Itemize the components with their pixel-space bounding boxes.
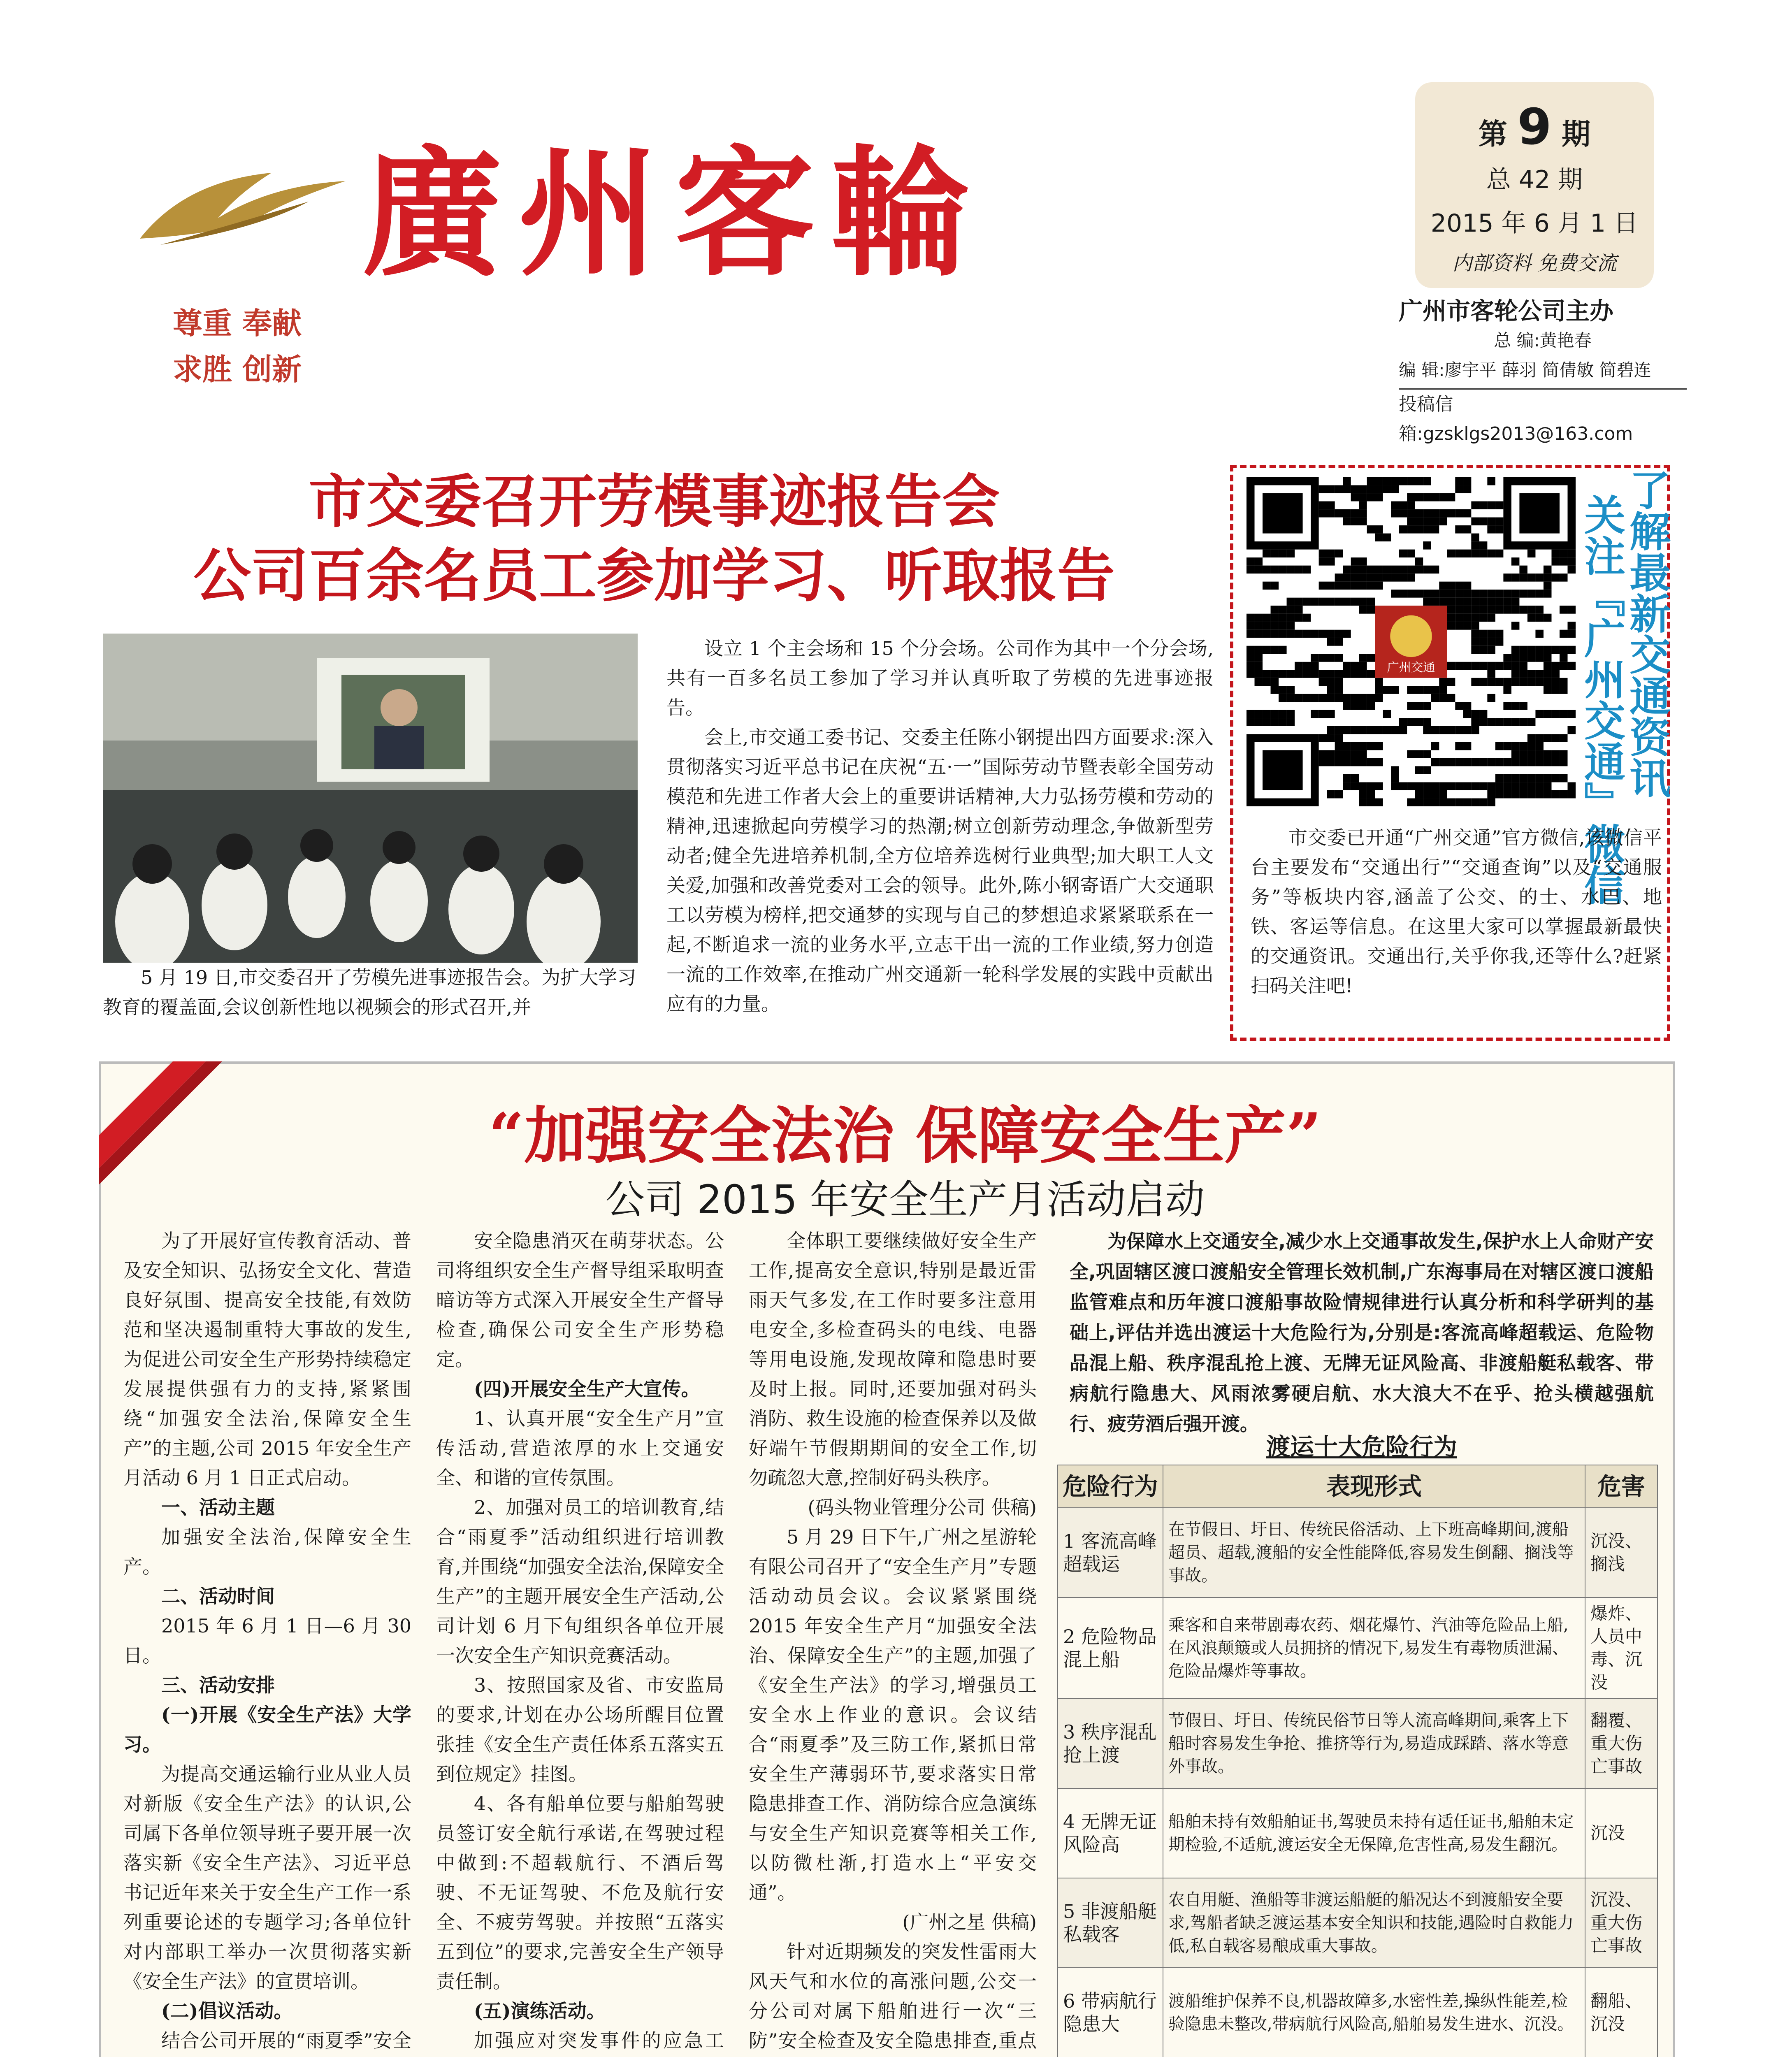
risk-name-cell: 2 危险物品混上船 [1058, 1597, 1163, 1699]
risk-harm-cell: 爆炸、人员中毒、沉没 [1585, 1597, 1657, 1699]
section-heading: 一、活动主题 [161, 1496, 275, 1518]
issue-box [1415, 82, 1654, 288]
table-row [1058, 1878, 1657, 1968]
photo-caption: 5 月 19 日,市交委召开了劳模先进事迹报告会。为扩大学习教育的覆盖面,会议创新性地以视频会的形式召开,并 [103, 966, 636, 1018]
headline-line: 市交委召开劳模事迹报告会 [308, 468, 1000, 536]
paragraph: 加强安全法治,保障安全生产。 [123, 1526, 411, 1578]
risk-intro: 为保障水上交通安全,减少水上交通事故发生,保护水上人命财产安全,巩固辖区渡口渡船安全管理长效机制,广东海事局在对辖区渡口渡船监管难点和历年渡口渡船事故险情规律进行认真分析和科学研判的基础上,评估并选出渡运十大危险行为,分别是:客流高峰超载运、危险物品混上船、秩序混乱抢上渡、无牌无证风险高、非渡船艇私载客、带病航行隐患大、风雨浓雾硬启航、水大浪大不在乎、抢头横越强航行、疲劳酒后强开渡。 [1070, 1230, 1654, 1435]
paragraph: 2015 年 6 月 1 日—6 月 30 日。 [123, 1615, 411, 1667]
paragraph: 全体职工要继续做好安全生产工作,提高安全意识,特别是最近雷雨天气多发,在工作时要多注意用电安全,多检查码头的电线、电器等用电设施,发现故障和隐患时要及时上报。同时,还要加强对码头消防、救生设施的检查保养以及做好端午节假期期间的安全工作,切勿疏忽大意,控制好码头秩序。 [749, 1230, 1037, 1489]
qr-description [1251, 823, 1662, 1001]
table-header: 表现形式 [1163, 1465, 1585, 1508]
risk-description-cell: 在节假日、圩日、传统民俗活动、上下班高峰期间,渡船超员、超载,渡船的安全性能降低,容易发生倒翻、搁浅等事故。 [1163, 1508, 1585, 1597]
risk-name-cell: 3 秩序混乱抢上渡 [1058, 1699, 1163, 1788]
issue-note: 内部资料 免费交流 [1452, 252, 1617, 275]
paragraph: 4、各有船单位要与船舶驾驶员签订安全航行承诺,在驾驶过程中做到:不超载航行、不酒后驾驶、不无证驾驶、不危及航行安全、不疲劳驾驶。并按照“五落实五到位”的要求,完善安全生产领导责任制。 [436, 1792, 724, 1992]
risk-harm-cell: 沉没、搁浅 [1585, 1508, 1657, 1597]
risk-harm-cell: 沉没、重大伤亡事故 [1585, 1878, 1657, 1968]
headline [99, 465, 1209, 613]
risk-name-cell: 6 带病航行隐患大 [1058, 1968, 1163, 2057]
section-subtitle: 公司 2015 年安全生产月活动启动 [605, 1177, 1205, 1223]
publisher-host: 广州市客轮公司主办 [1399, 297, 1614, 325]
table-title: 渡运十大危险行为 [1266, 1433, 1457, 1461]
section-heading: (一)开展《安全生产法》大学习。 [123, 1704, 411, 1755]
meeting-photo [103, 634, 638, 963]
article-column [749, 1226, 1037, 2057]
paragraph: 结合公司开展的“雨夏季”安全 [161, 2029, 411, 2052]
section-heading: (二)倡议活动。 [161, 2000, 293, 2022]
corner-ribbon [99, 1061, 222, 1185]
motto-line: 求胜 创新 [173, 352, 302, 387]
paragraph: 针对近期频发的突发性雷雨大风天气和水位的高涨问题,公交一分公司对属下船舶进行一次“三防”安全检查及安全隐患排查,重点 [749, 1941, 1037, 2052]
publisher-info [1399, 296, 1687, 449]
issue-date: 2015 年 6 月 1 日 [1430, 209, 1639, 238]
slogan-line: 关注『广州交通』微信 [1577, 494, 1625, 905]
risk-description-cell: 渡船维护保养不良,机器故障多,水密性差,操纵性能差,检验隐患未整改,带病航行风险高,船舶易发生进水、沉没。 [1163, 1968, 1585, 2057]
section-heading: (五)演练活动。 [474, 2000, 606, 2022]
table-row [1058, 1597, 1657, 1699]
company-logo [136, 156, 350, 255]
risk-description-cell: 乘客和自来带剧毒农药、烟花爆竹、汽油等危险品上船,在风浪颠簸或人员拥挤的情况下,易发生有毒物质泄漏、危险品爆炸等事故。 [1163, 1597, 1585, 1699]
paragraph: 加强应对突发事件的应急工 [474, 2029, 724, 2052]
section-heading: 二、活动时间 [161, 1585, 275, 1607]
slogan-line: 了解最新交通资讯 [1623, 469, 1671, 798]
section-heading: 三、活动安排 [161, 1674, 275, 1696]
issue-total: 总 42 期 [1486, 165, 1583, 194]
risk-name-cell: 4 无牌无证风险高 [1058, 1788, 1163, 1878]
paragraph: 设立 1 个主会场和 15 个分会场。公司作为其中一个分会场,共有一百多名员工参加了学习并认真听取了劳模的先进事迹报告。 [666, 637, 1214, 719]
article-column [123, 1226, 411, 2057]
risk-harm-cell: 沉没 [1585, 1788, 1657, 1878]
credit: (广州之星 供稿) [902, 1911, 1037, 1933]
risk-name-cell: 5 非渡船艇私载客 [1058, 1878, 1163, 1968]
paragraph: 会上,市交通工委书记、交委主任陈小钢提出四方面要求:深入贯彻落实习近平总书记在庆祝“五·一”国际劳动节暨表彰全国劳动模范和先进工作者大会上的重要讲话精神,大力弘扬劳模和劳动的精神,迅速掀起向劳模学习的热潮;树立创新劳动理念,争做新型劳动者;健全先进培养机制,全方位培养选树行业典型;加大职工人文关爱,加强和改善党委对工会的领导。此外,陈小钢寄语广大交通职工以劳模为榜样,把交通梦的实现与自己的梦想追求紧紧联系在一起,不断追求一流的业务水平,立志干出一流的工作业绩,努力创造一流的工作效率,在推动广州交通新一轮科学发展的实践中贡献出应有的力量。 [666, 726, 1214, 1015]
credit: (码头物业管理分公司 供稿) [808, 1496, 1037, 1518]
article-column [436, 1226, 724, 2057]
motto [173, 300, 302, 392]
risk-table [1057, 1465, 1658, 2057]
risk-name-cell: 1 客流高峰超载运 [1058, 1508, 1163, 1597]
risk-harm-cell: 翻覆、重大伤亡事故 [1585, 1699, 1657, 1788]
paragraph: 为提高交通运输行业从业人员对新版《安全生产法》的认识,公司属下各单位领导班子要开展一次落实新《安全生产法》、习近平总书记近年来关于安全生产工作一系列重要论述的专题学习;各单位针对内部职工举办一次贯彻落实新《安全生产法》的宣贯培训。 [123, 1763, 411, 1992]
paragraph: 2、加强对员工的培训教育,结合“雨夏季”活动组织进行培训教育,并围绕“加强安全法治,保障安全生产”的主题开展安全生产活动,公司计划 6 月下旬组织各单位开展一次安全生产知识竞赛活动。 [436, 1496, 724, 1667]
risk-description-cell: 船舶未持有效船舶证书,驾驶员未持有适任证书,船舶未定期检验,不适航,渡运安全无保障,危害性高,易发生翻沉。 [1163, 1788, 1585, 1878]
paragraph: 3、按照国家及省、市安监局的要求,计划在办公场所醒目位置张挂《安全生产责任体系五落实五到位规定》挂图。 [436, 1674, 724, 1785]
table-header: 危害 [1585, 1465, 1657, 1508]
submission-email[interactable]: 投稿信箱:gzsklgs2013@163.com [1399, 388, 1687, 449]
risk-harm-cell: 翻船、沉没 [1585, 1968, 1657, 2057]
table-row [1058, 1508, 1657, 1597]
paragraph: 5 月 29 日下午,广州之星游轮有限公司召开了“安全生产月”专题活动动员会议。会议紧紧围绕 2015 年安全生产月“加强安全法治、保障安全生产”的主题,加强了《安全生产法》的学习,增强员工安全水上作业的意识。会议结合“雨夏季”及三防工作,紧抓日常安全生产薄弱环节,要求落实日常隐患排查工作、消防综合应急演练与安全生产知识竞赛等相关工作,以防微杜渐,打造水上“平安交通”。 [749, 1526, 1037, 1904]
table-row [1058, 1699, 1657, 1788]
qr-logo-text: 广州交通 [1387, 660, 1435, 675]
risk-description-cell: 农自用艇、渔船等非渡运船艇的船况达不到渡船安全要求,驾船者缺乏渡运基本安全知识和技能,遇险时自救能力低,私自载客易酿成重大事故。 [1163, 1878, 1585, 1968]
qr-code[interactable] [1247, 477, 1576, 806]
headline-line: 公司百余名员工参加学习、听取报告 [193, 542, 1115, 610]
newspaper-title: 廣州客輪 [362, 132, 987, 296]
paragraph: 1、认真开展“安全生产月”宣传活动,营造浓厚的水上交通安全、和谐的宣传氛围。 [436, 1407, 724, 1489]
chief-editor: 总 编:黄艳春 [1494, 330, 1592, 351]
editors: 编 辑:廖宇平 薛羽 简倩敏 简碧连 [1399, 360, 1651, 380]
table-row [1058, 1788, 1657, 1878]
motto-line: 尊重 奉献 [173, 306, 302, 341]
section-title: “加强安全法治 保障安全生产” [488, 1100, 1322, 1172]
section-heading: (四)开展安全生产大宣传。 [474, 1378, 700, 1400]
paragraph: 安全隐患消灭在萌芽状态。公司将组织安全生产督导组采取明查暗访等方式深入开展安全生产督导检查,确保公司安全生产形势稳定。 [436, 1230, 724, 1370]
issue-number: 第 9 期 [1478, 99, 1591, 156]
story-body [666, 634, 1214, 1019]
paragraph: 为了开展好宣传教育活动、普及安全知识、弘扬安全文化、营造良好氛围、提高安全技能,有效防范和坚决遏制重特大事故的发生,为促进公司安全生产形势持续稳定发展提供强有力的支持,紧紧围绕“加强安全法治,保障安全生产”的主题,公司 2015 年安全生产月活动 6 月 1 日正式启动。 [123, 1230, 411, 1489]
paragraph: 市交委已开通“广州交通”官方微信,该微信平台主要发布“交通出行”“交通查询”以及“交通服务”等板块内容,涵盖了公交、的士、水巴、地铁、客运等信息。在这里大家可以掌握最新最快的交通资讯。交通出行,关乎你我,还等什么?赶紧扫码关注吧! [1251, 827, 1662, 997]
risk-description-cell: 节假日、圩日、传统民俗节日等人流高峰期间,乘客上下船时容易发生争抢、推挤等行为,易造成踩踏、落水等意外事故。 [1163, 1699, 1585, 1788]
table-header: 危险行为 [1058, 1465, 1163, 1508]
table-row [1058, 1968, 1657, 2057]
